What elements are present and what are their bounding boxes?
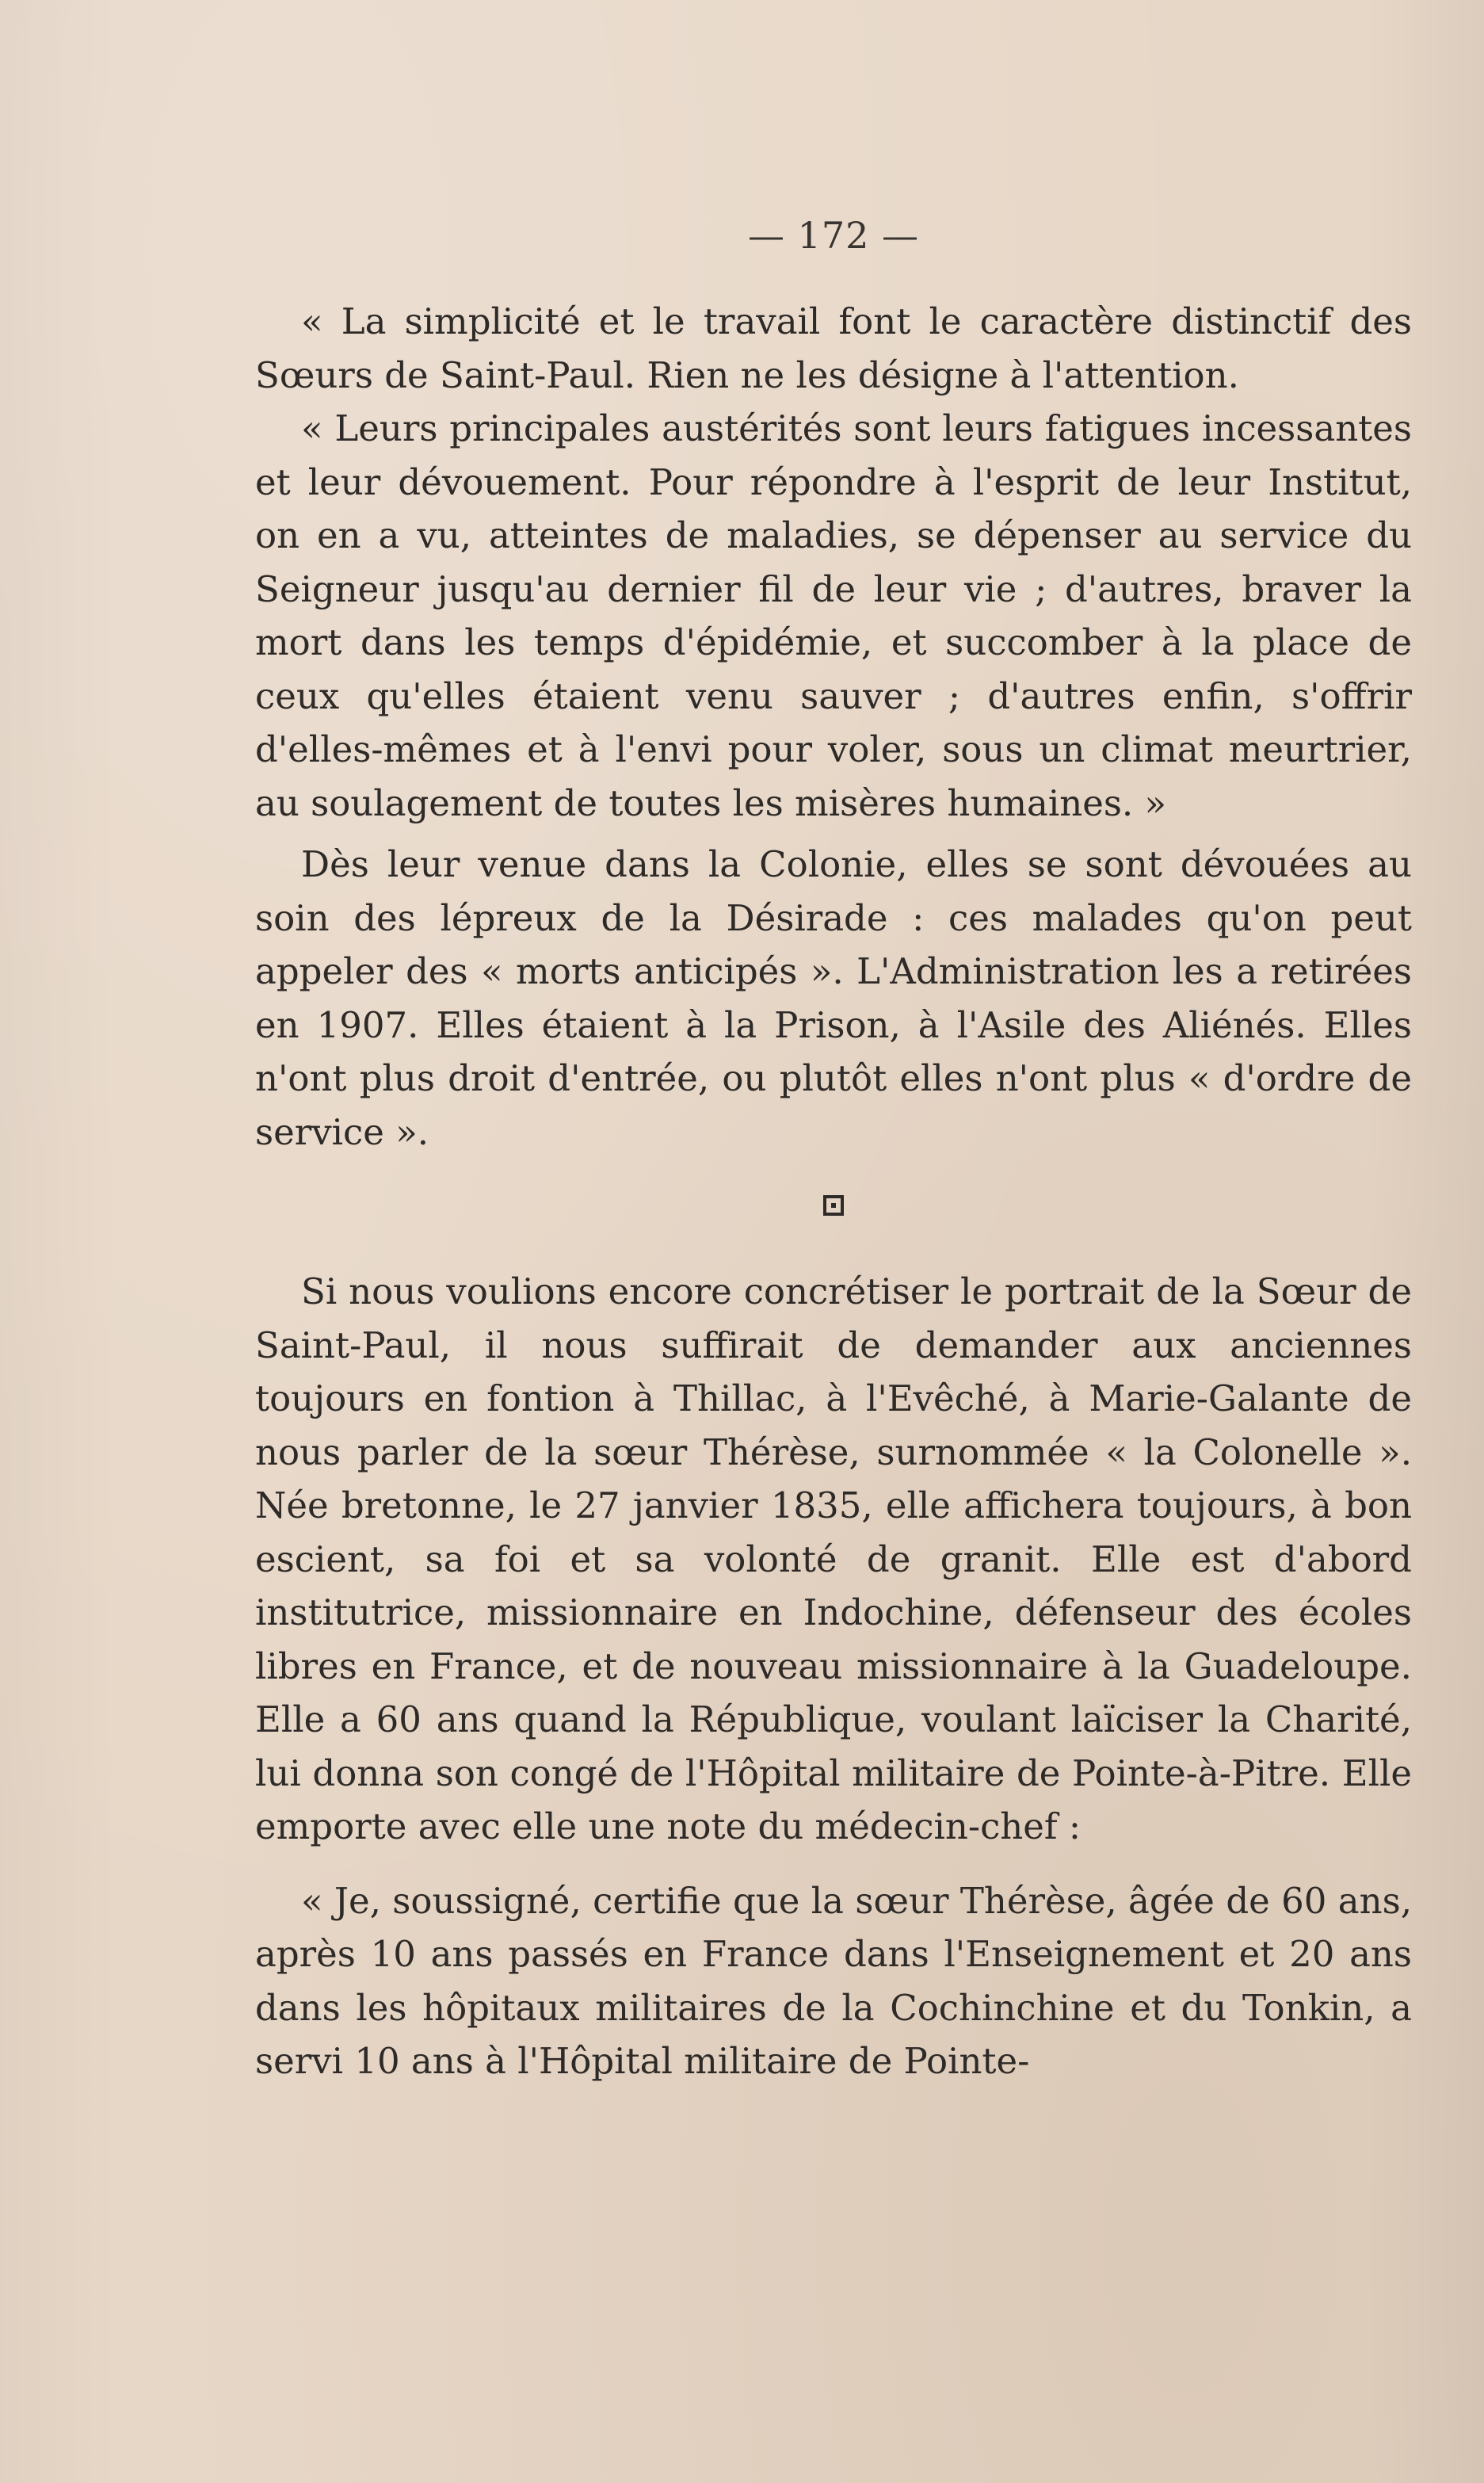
page-number: — 172 — bbox=[747, 214, 920, 257]
paragraph-colony-service: Dès leur venue dans la Colonie, elles se sont dévouées au soin des lépreux de la Désirade : ces malades qu'on peut appeler des « morts anticipés ». L'Administration les a retirées en 1907. Elles étaient à la Prison, à l'Asile des Aliénés. Elles n'ont plus droit d'entrée, ou plutôt elles n'ont plus « d'ordre de service ». bbox=[255, 843, 1412, 1153]
paragraph-certificate-quote: « Je, soussigné, certifie que la sœur Thérèse, âgée de 60 ans, après 10 ans passés en France dans l'Enseignement et 20 ans dans les hôpitaux militaires de la Cochinchine et du Tonkin, a servi 10 ans à l'Hôpital militaire de Pointe- bbox=[255, 1879, 1412, 2082]
paragraph-soeur-therese: Si nous voulions encore concrétiser le portrait de la Sœur de Saint-Paul, il nous suffirait de demander aux anciennes toujours en fontion à Thillac, à l'Evêché, à Marie-Galante de nous parler de la sœur Thérèse, surnommée « la Colonelle ». Née bretonne, le 27 janvier 1835, elle affichera toujours, à bon escient, sa foi et sa volonté de granit. Elle est d'abord institutrice, missionnaire en Indochine, défenseur des écoles libres en France, et de nouveau missionnaire à la Guadeloupe. Elle a 60 ans quand la République, voulant laïciser la Charité, lui donna son congé de l'Hôpital militaire de Pointe-à-Pitre. Elle emporte avec elle une note du médecin-chef : bbox=[255, 1270, 1412, 1847]
section-divider bbox=[255, 1195, 1412, 1227]
section-1 bbox=[255, 295, 1412, 1159]
paragraph-quote-austerities: « Leurs principales austérités sont leurs fatigues incessantes et leur dévouement. Pour répondre à l'esprit de leur Institut, on en a vu, atteintes de maladies, se dépenser au service du Seigneur jusqu'au dernier fil de leur vie ; d'autres, braver la mort dans les temps d'épidémie, et succomber à la place de ceux qu'elles étaient venu sauver ; d'autres enfin, s'offrir d'elles-mêmes et à l'envi pour voler, sous un climat meurtrier, au soulagement de toutes les misères humaines. » bbox=[255, 407, 1412, 824]
book-page bbox=[255, 214, 1412, 2088]
square-ornament-icon bbox=[823, 1195, 844, 1216]
section-2 bbox=[255, 1265, 1412, 2088]
paragraph-quote-simplicity: « La simplicité et le travail font le caractère distinctif des Sœurs de Saint-Paul. Rien ne les désigne à l'attention. bbox=[255, 300, 1412, 396]
